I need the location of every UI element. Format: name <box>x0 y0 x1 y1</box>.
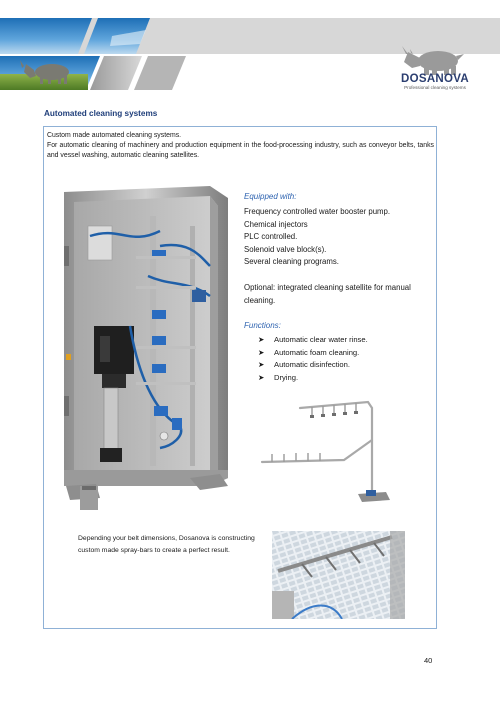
logo-text: DOSANOVA <box>401 73 469 85</box>
function-item <box>258 347 368 360</box>
arrowhead-bullet-icon: ➤ <box>258 360 265 370</box>
intro-paragraph <box>47 131 434 162</box>
function-label: Automatic foam cleaning. <box>274 347 360 357</box>
functions-heading: Functions: <box>244 321 281 330</box>
equipped-item: Frequency controlled water booster pump. <box>244 207 391 216</box>
cleaning-cabinet-photo <box>60 186 235 513</box>
function-label: Automatic clear water rinse. <box>274 335 368 344</box>
equipped-item: PLC controlled. <box>244 232 298 242</box>
function-item <box>258 334 368 347</box>
spray-bar-caption: Depending your belt dimensions, Dosanova is constructing custom made spray-bars to create a perfect result. <box>78 535 255 554</box>
spray-bar-photo <box>260 400 410 510</box>
equipped-item: Chemical injectors <box>244 219 308 229</box>
functions-list <box>258 334 368 384</box>
section-title: Automated cleaning systems <box>44 109 158 118</box>
logo-tagline: Professional cleaning systems <box>404 85 466 90</box>
equipped-heading: Equipped with: <box>244 192 297 201</box>
function-label: Drying. <box>274 372 299 382</box>
function-item <box>258 359 368 372</box>
intro-line-2: For automatic cleaning of machinery and production equipment in the food-processing industry, such as conveyor belts, tanks and vessel washing, automatic cleaning satellites. <box>47 142 434 160</box>
intro-line-1: Custom made automated cleaning systems. <box>47 132 182 139</box>
conveyor-belt-photo <box>272 531 405 619</box>
equipped-item: Solenoid valve block(s). <box>244 244 327 254</box>
arrowhead-bullet-icon: ➤ <box>258 347 265 357</box>
equipped-item: Several cleaning programs. <box>244 257 339 267</box>
page-number: 40 <box>424 656 433 665</box>
function-item <box>258 372 368 385</box>
arrowhead-bullet-icon: ➤ <box>258 372 265 382</box>
optional-note: Optional: integrated cleaning satellite for manual cleaning. <box>244 283 411 305</box>
equipped-list <box>244 206 444 269</box>
function-label: Automatic disinfection. <box>274 360 350 370</box>
arrowhead-bullet-icon: ➤ <box>258 335 265 344</box>
